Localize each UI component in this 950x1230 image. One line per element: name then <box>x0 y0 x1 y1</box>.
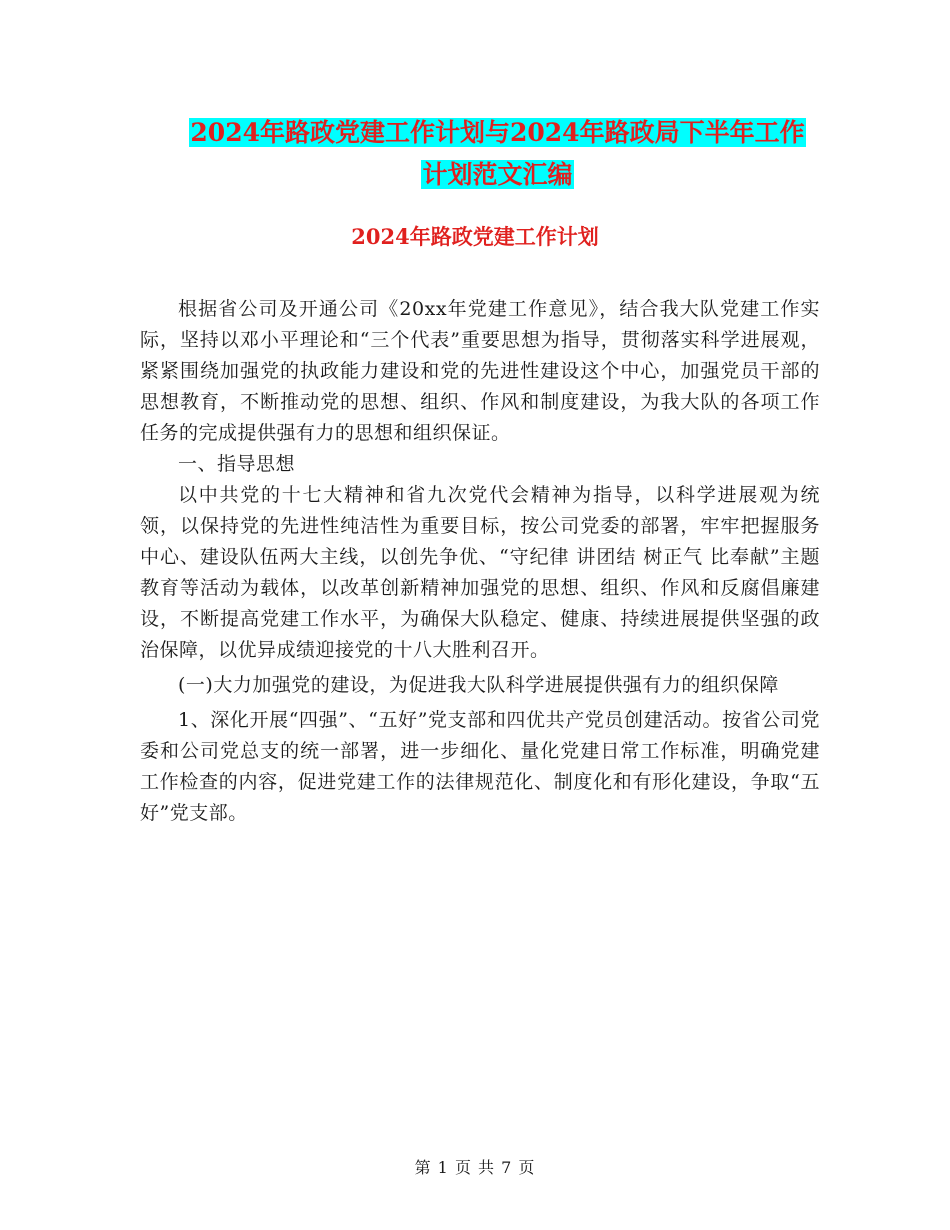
heading-guiding-ideology: 一、指导思想 <box>178 453 296 475</box>
paragraph-item-1: 1、深化开展“四强”、“五好”党支部和四优共产党员创建活动。按省公司党委和公司党总支的统一部署，进一步细化、量化党建日常工作标准，明确党建工作检查的内容，促进党建工作的法律规范化、制度化和有形化建设，争取“五好”党支部。 <box>140 709 820 824</box>
paragraph-intro: 根据省公司及开通公司《20xx年党建工作意见》，结合我大队党建工作实际，坚持以邓小平理论和“三个代表”重要思想为指导，贯彻落实科学进展观，紧紧围绕加强党的执政能力建设和党的先进性建设这个中心，加强党员干部的思想教育，不断推动党的思想、组织、作风和制度建设，为我大队的各项工作任务的完成提供强有力的思想和组织保证。 <box>140 298 820 444</box>
section-title: 2024年路政党建工作计划 <box>351 224 599 249</box>
document-title <box>140 112 855 196</box>
page-number: 第 1 页 共 7 页 <box>414 1158 536 1177</box>
paragraph-guiding-ideology: 以中共党的十七大精神和省九次党代会精神为指导，以科学进展观为统领，以保持党的先进性纯洁性为重要目标，按公司党委的部署，牢牢把握服务中心、建设队伍两大主线，以创先争优、“守纪律 讲团结 树正气 比奉献”主题教育等活动为载体，以改革创新精神加强党的思想、组织、作风和反腐倡廉建设，不断提高党建工作水平，为确保大队稳定、健康、持续进展提供坚强的政治保障，以优异成绩迎接党的十八大胜利召开。 <box>140 484 820 661</box>
document-title-line-1: 2024年路政党建工作计划与2024年路政局下半年工作 <box>190 118 805 147</box>
document-title-line-2: 计划范文汇编 <box>422 160 573 189</box>
document-body <box>140 294 820 829</box>
subheading-party-building: (一)大力加强党的建设，为促进我大队科学进展提供强有力的组织保障 <box>178 674 779 696</box>
